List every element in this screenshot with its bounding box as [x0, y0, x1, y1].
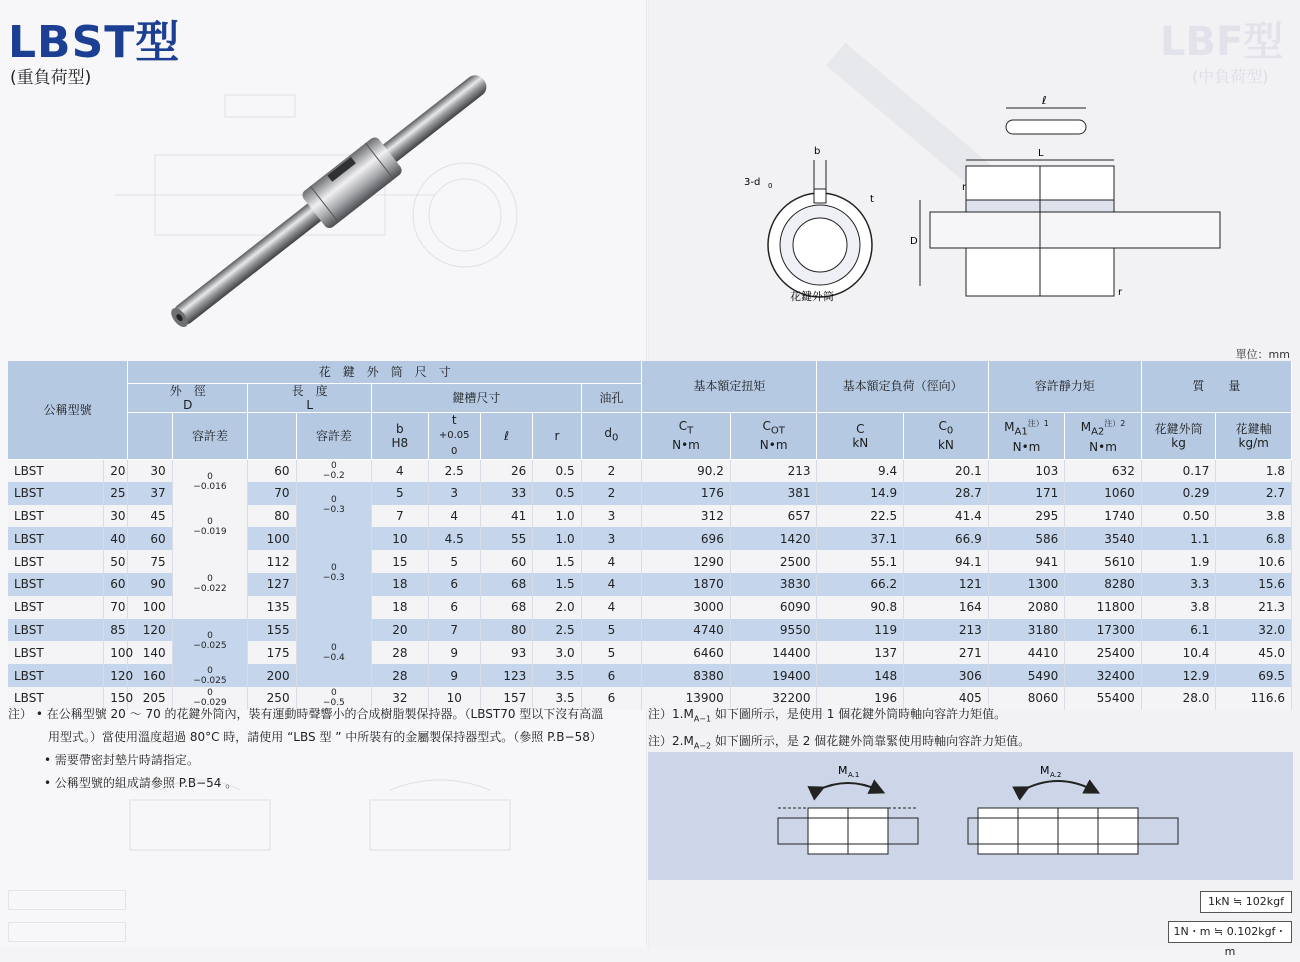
cell-t: 7	[428, 619, 480, 642]
cell-model-size: 60	[104, 573, 128, 596]
cell-d-tolerance: 0 −0.016	[172, 459, 248, 505]
unit-label: 單位：mm	[1235, 348, 1290, 361]
cell-mass-shaft: 45.0	[1216, 641, 1292, 664]
col-l-tol: 容許差	[296, 412, 372, 459]
cell-outer-dia: 75	[128, 550, 172, 573]
cell-mass-shaft: 3.8	[1216, 505, 1292, 528]
cell-mass-outer: 6.1	[1141, 619, 1216, 642]
col-ma1: $M_{A1}^{注)1}$ N•m	[988, 412, 1065, 459]
cell-d0: 2	[581, 459, 642, 482]
cell-r: 1.5	[533, 573, 581, 596]
cell-t: 3	[428, 482, 480, 505]
cell-t: 6	[428, 596, 480, 619]
cell-c: 90.8	[817, 596, 904, 619]
cell-mass-outer: 1.9	[1141, 550, 1216, 573]
svg-text:D: D	[910, 236, 918, 247]
col-r: r	[533, 412, 581, 459]
cell-r: 3.5	[533, 687, 581, 710]
cell-d0: 3	[581, 505, 642, 528]
col-cot: $C_{OT}$ N•m	[730, 412, 817, 459]
cell-b: 15	[372, 550, 428, 573]
cell-length: 100	[248, 527, 296, 550]
cell-d-tolerance: 0 −0.025	[172, 619, 248, 665]
cell-model-size: 70	[104, 596, 128, 619]
cell-cot: 2500	[730, 550, 817, 573]
table-row	[8, 550, 1292, 573]
cell-model-name: LBST	[8, 482, 104, 505]
cell-mass-outer: 1.1	[1141, 527, 1216, 550]
cell-b: 32	[372, 687, 428, 710]
cell-cot: 32200	[730, 687, 817, 710]
cell-ma2: 8280	[1065, 573, 1142, 596]
cell-l: 123	[480, 664, 532, 687]
cell-length: 200	[248, 664, 296, 687]
cell-ct: 90.2	[642, 459, 731, 482]
cell-t: 10	[428, 687, 480, 710]
cell-ma1: 586	[988, 527, 1065, 550]
cell-b: 7	[372, 505, 428, 528]
cell-ct: 13900	[642, 687, 731, 710]
cell-d0: 2	[581, 482, 642, 505]
cell-cot: 1420	[730, 527, 817, 550]
cell-l: 55	[480, 527, 532, 550]
cell-outer-dia: 160	[128, 664, 172, 687]
cell-ct: 1290	[642, 550, 731, 573]
cell-l-tolerance: 0 −0.4	[296, 619, 372, 687]
cell-ma1: 103	[988, 459, 1065, 482]
cell-mass-outer: 0.50	[1141, 505, 1216, 528]
svg-text:M: M	[1040, 764, 1050, 777]
col-spline-dims: 花 鍵 外 筒 尺 寸	[128, 361, 642, 383]
cell-r: 3.5	[533, 664, 581, 687]
cell-cot: 657	[730, 505, 817, 528]
cell-length: 135	[248, 596, 296, 619]
cell-cot: 9550	[730, 619, 817, 642]
bleed-through-title: LBF型	[1160, 19, 1284, 65]
cell-cot: 19400	[730, 664, 817, 687]
cell-l: 93	[480, 641, 532, 664]
cell-model-size: 150	[104, 687, 128, 710]
cell-outer-dia: 45	[128, 505, 172, 528]
cell-ma2: 17300	[1065, 619, 1142, 642]
col-keyway: 鍵槽尺寸	[372, 383, 582, 412]
cell-d0: 3	[581, 527, 642, 550]
cell-l: 26	[480, 459, 532, 482]
table-row	[8, 459, 1292, 482]
moment-diagram-panel	[648, 752, 1293, 880]
col-d-tol: 容許差	[172, 412, 248, 459]
dimension-drawing	[730, 90, 1250, 320]
cell-b: 4	[372, 459, 428, 482]
cell-mass-outer: 3.3	[1141, 573, 1216, 596]
cell-l-tolerance: 0 −0.2	[296, 459, 372, 482]
cell-ct: 1870	[642, 573, 731, 596]
cell-c0: 41.4	[904, 505, 989, 528]
cell-d0: 6	[581, 687, 642, 710]
cell-mass-outer: 0.29	[1141, 482, 1216, 505]
col-moment: 容許靜力矩	[988, 361, 1141, 412]
cell-t: 2.5	[428, 459, 480, 482]
col-mass: 質 量	[1141, 361, 1291, 412]
cell-d0: 4	[581, 550, 642, 573]
cell-ma2: 11800	[1065, 596, 1142, 619]
cell-ct: 4740	[642, 619, 731, 642]
svg-text:A.1: A.1	[848, 771, 860, 779]
cell-ma1: 5490	[988, 664, 1065, 687]
cell-mass-outer: 28.0	[1141, 687, 1216, 710]
cell-mass-shaft: 6.8	[1216, 527, 1292, 550]
cell-c: 55.1	[817, 550, 904, 573]
cell-mass-shaft: 32.0	[1216, 619, 1292, 642]
cell-ma2: 632	[1065, 459, 1142, 482]
cell-outer-dia: 140	[128, 641, 172, 664]
cell-length: 112	[248, 550, 296, 573]
col-l: ℓ	[480, 412, 532, 459]
cell-mass-shaft: 15.6	[1216, 573, 1292, 596]
cell-outer-dia: 100	[128, 596, 172, 619]
cell-outer-dia: 37	[128, 482, 172, 505]
svg-text:A.2: A.2	[1050, 771, 1062, 779]
bleed-through-box-1	[8, 890, 126, 910]
col-d0: $d_0$	[581, 412, 642, 459]
cell-c: 137	[817, 641, 904, 664]
cell-ma1: 2080	[988, 596, 1065, 619]
cell-ma1: 3180	[988, 619, 1065, 642]
cell-model-size: 40	[104, 527, 128, 550]
cell-mass-shaft: 116.6	[1216, 687, 1292, 710]
cell-ct: 176	[642, 482, 731, 505]
cell-cot: 14400	[730, 641, 817, 664]
cell-c0: 94.1	[904, 550, 989, 573]
cell-l: 60	[480, 550, 532, 573]
cell-model-size: 120	[104, 664, 128, 687]
cell-c: 196	[817, 687, 904, 710]
cell-b: 18	[372, 596, 428, 619]
cell-ma2: 5610	[1065, 550, 1142, 573]
cell-l-tolerance: 0 −0.3	[296, 527, 372, 618]
cell-t: 6	[428, 573, 480, 596]
cell-model-size: 30	[104, 505, 128, 528]
cell-model-name: LBST	[8, 619, 104, 642]
cell-ma2: 32400	[1065, 664, 1142, 687]
cell-c0: 28.7	[904, 482, 989, 505]
cell-r: 3.0	[533, 641, 581, 664]
cell-ct: 6460	[642, 641, 731, 664]
cell-ma2: 55400	[1065, 687, 1142, 710]
cell-outer-dia: 205	[128, 687, 172, 710]
col-torque: 基本額定扭矩	[642, 361, 817, 412]
page-title: LBST型	[8, 17, 181, 68]
col-outer-dia: 外 徑 D	[128, 383, 248, 412]
cell-d-tolerance: 0 −0.019	[172, 505, 248, 551]
cell-b: 28	[372, 664, 428, 687]
cell-cot: 3830	[730, 573, 817, 596]
cell-mass-outer: 0.17	[1141, 459, 1216, 482]
cell-mass-shaft: 10.6	[1216, 550, 1292, 573]
svg-text:L: L	[1038, 148, 1044, 159]
spec-table	[8, 361, 1292, 710]
cell-c0: 213	[904, 619, 989, 642]
cell-r: 1.0	[533, 505, 581, 528]
cell-cot: 213	[730, 459, 817, 482]
col-length: 長 度 L	[248, 383, 372, 412]
cell-d0: 4	[581, 573, 642, 596]
cell-c: 14.9	[817, 482, 904, 505]
cell-ma1: 295	[988, 505, 1065, 528]
cell-ma1: 8060	[988, 687, 1065, 710]
cell-l-tolerance: 0 −0.5	[296, 687, 372, 710]
cell-mass-outer: 12.9	[1141, 664, 1216, 687]
cell-length: 60	[248, 459, 296, 482]
cell-ct: 696	[642, 527, 731, 550]
cell-outer-dia: 30	[128, 459, 172, 482]
cell-l: 33	[480, 482, 532, 505]
cell-d0: 5	[581, 619, 642, 642]
cell-r: 0.5	[533, 482, 581, 505]
cell-outer-dia: 60	[128, 527, 172, 550]
cell-length: 250	[248, 687, 296, 710]
conversion-nm: 1N・m ≒ 0.102kgf・m	[1168, 921, 1292, 943]
cell-l-tolerance: 0 −0.3	[296, 482, 372, 528]
cell-model-name: LBST	[8, 641, 104, 664]
col-c0: $C_0$ kN	[904, 412, 989, 459]
cell-ma2: 1060	[1065, 482, 1142, 505]
cell-model-name: LBST	[8, 527, 104, 550]
cell-model-size: 85	[104, 619, 128, 642]
cell-c0: 306	[904, 664, 989, 687]
cell-l: 157	[480, 687, 532, 710]
cell-ma2: 25400	[1065, 641, 1142, 664]
col-load: 基本額定負荷（徑向）	[817, 361, 988, 412]
cell-ma2: 1740	[1065, 505, 1142, 528]
cell-c0: 20.1	[904, 459, 989, 482]
svg-text:t: t	[870, 194, 874, 205]
cell-l: 80	[480, 619, 532, 642]
cell-t: 4	[428, 505, 480, 528]
cell-length: 70	[248, 482, 296, 505]
cell-d0: 4	[581, 596, 642, 619]
cell-model-name: LBST	[8, 550, 104, 573]
cell-l: 68	[480, 596, 532, 619]
bleed-through-box-2	[8, 922, 126, 942]
cell-cot: 6090	[730, 596, 817, 619]
col-mass-outer: 花鍵外筒 kg	[1141, 412, 1216, 459]
col-oil-hole: 油孔	[581, 383, 642, 412]
table-row	[8, 505, 1292, 528]
cell-length: 155	[248, 619, 296, 642]
col-mass-shaft: 花鍵軸 kg/m	[1216, 412, 1292, 459]
cell-mass-outer: 3.8	[1141, 596, 1216, 619]
cell-mass-shaft: 2.7	[1216, 482, 1292, 505]
col-model: 公稱型號	[8, 361, 128, 459]
notes-right: 注）$1.M_{A-1}$ 如下圖所示，是使用 1 個花鍵外筒時軸向容許力矩值。 注）$2.M_{A-2}$ 如下圖所示，是 2 個花鍵外筒靠緊使用時軸向容許力矩值。	[648, 707, 1031, 751]
cell-length: 127	[248, 573, 296, 596]
cell-l: 68	[480, 573, 532, 596]
svg-text:花鍵外筒: 花鍵外筒	[790, 290, 834, 303]
cell-ct: 312	[642, 505, 731, 528]
cell-b: 18	[372, 573, 428, 596]
cell-t: 5	[428, 550, 480, 573]
note-2: • 需要帶密封墊片時請指定。	[44, 753, 199, 767]
cell-ct: 8380	[642, 664, 731, 687]
svg-text:r: r	[1118, 287, 1123, 298]
note-1b: 用型式。）當使用溫度超過 80°C 時，請使用 “LBS 型 ” 中所裝有的金屬製保持器型式。（參照 P.B−58）	[48, 730, 602, 744]
bleed-through-diagram	[90, 760, 510, 860]
cell-d0: 5	[581, 641, 642, 664]
cell-c0: 164	[904, 596, 989, 619]
cell-ma2: 3540	[1065, 527, 1142, 550]
cell-model-name: LBST	[8, 664, 104, 687]
page-subtitle: (重負荷型)	[10, 68, 92, 88]
bleed-through-subtitle: (中負荷型)	[1192, 67, 1269, 86]
cell-model-name: LBST	[8, 459, 104, 482]
conversion-kn: 1kN ≒ 102kgf	[1200, 891, 1292, 913]
cell-length: 175	[248, 641, 296, 664]
cell-model-name: LBST	[8, 596, 104, 619]
cell-b: 20	[372, 619, 428, 642]
col-b: b H8	[372, 412, 428, 459]
cell-c: 148	[817, 664, 904, 687]
cell-c: 119	[817, 619, 904, 642]
table-row	[8, 664, 1292, 687]
product-photo	[95, 85, 565, 315]
cell-r: 1.0	[533, 527, 581, 550]
cell-ma1: 1300	[988, 573, 1065, 596]
note-3: • 公稱型號的組成請參照 P.B−54 。	[44, 776, 238, 790]
col-ma2: $M_{A2}^{注)2}$ N•m	[1065, 412, 1142, 459]
cell-c: 66.2	[817, 573, 904, 596]
cell-b: 10	[372, 527, 428, 550]
cell-r: 0.5	[533, 459, 581, 482]
cell-c0: 121	[904, 573, 989, 596]
svg-text:0: 0	[768, 182, 773, 190]
svg-text:3-d: 3-d	[744, 177, 761, 188]
cell-mass-shaft: 69.5	[1216, 664, 1292, 687]
cell-c0: 271	[904, 641, 989, 664]
cell-r: 1.5	[533, 550, 581, 573]
cell-b: 28	[372, 641, 428, 664]
cell-ma1: 4410	[988, 641, 1065, 664]
cell-ct: 3000	[642, 596, 731, 619]
cell-ma1: 171	[988, 482, 1065, 505]
cell-model-size: 50	[104, 550, 128, 573]
svg-text:b: b	[814, 146, 821, 157]
notes-left: 注） • 在公稱型號 20 ～ 70 的花鍵外筒內，裝有運動時聲響小的合成樹脂製保持器。（LBST70 型以下沒有高溫 用型式。）當使用溫度超過 80°C 時，請使用 “LBS 型 ” 中所裝有的金屬製保持器型式。（參照 P.B−58） • 需要帶密封墊片時請指定。 • 公稱型號的組成請參照 P.B−54 。	[8, 703, 603, 795]
table-row	[8, 619, 1292, 642]
cell-outer-dia: 90	[128, 573, 172, 596]
cell-c0: 405	[904, 687, 989, 710]
cell-d0: 6	[581, 664, 642, 687]
cell-model-name: LBST	[8, 573, 104, 596]
cell-mass-outer: 10.4	[1141, 641, 1216, 664]
cell-d-tolerance: 0 −0.022	[172, 550, 248, 618]
cell-model-size: 100	[104, 641, 128, 664]
svg-text:ℓ: ℓ	[1042, 94, 1047, 107]
cell-mass-shaft: 1.8	[1216, 459, 1292, 482]
cell-model-name: LBST	[8, 687, 104, 710]
cell-t: 9	[428, 664, 480, 687]
cell-c: 9.4	[817, 459, 904, 482]
svg-text:M: M	[838, 764, 848, 777]
cell-c: 37.1	[817, 527, 904, 550]
note-1: • 在公稱型號 20 ～ 70 的花鍵外筒內，裝有運動時聲響小的合成樹脂製保持器。（LBST70 型以下沒有高溫	[35, 707, 604, 721]
cell-r: 2.5	[533, 619, 581, 642]
cell-ma1: 941	[988, 550, 1065, 573]
cell-model-size: 25	[104, 482, 128, 505]
moment-diagram	[648, 752, 1293, 880]
cell-model-name: LBST	[8, 505, 104, 528]
col-ct: $C_T$ N•m	[642, 412, 731, 459]
cell-outer-dia: 120	[128, 619, 172, 642]
col-c: C kN	[817, 412, 904, 459]
col-t: t +0.05 0	[428, 412, 480, 459]
cell-d-tolerance: 0 −0.029	[172, 687, 248, 710]
svg-text:r: r	[962, 182, 967, 193]
cell-l: 41	[480, 505, 532, 528]
cell-t: 9	[428, 641, 480, 664]
cell-length: 80	[248, 505, 296, 528]
cell-c: 22.5	[817, 505, 904, 528]
cell-d-tolerance: 0 −0.025	[172, 664, 248, 687]
cell-c0: 66.9	[904, 527, 989, 550]
cell-mass-shaft: 21.3	[1216, 596, 1292, 619]
cell-model-size: 20	[104, 459, 128, 482]
cell-t: 4.5	[428, 527, 480, 550]
cell-cot: 381	[730, 482, 817, 505]
cell-r: 2.0	[533, 596, 581, 619]
cell-b: 5	[372, 482, 428, 505]
